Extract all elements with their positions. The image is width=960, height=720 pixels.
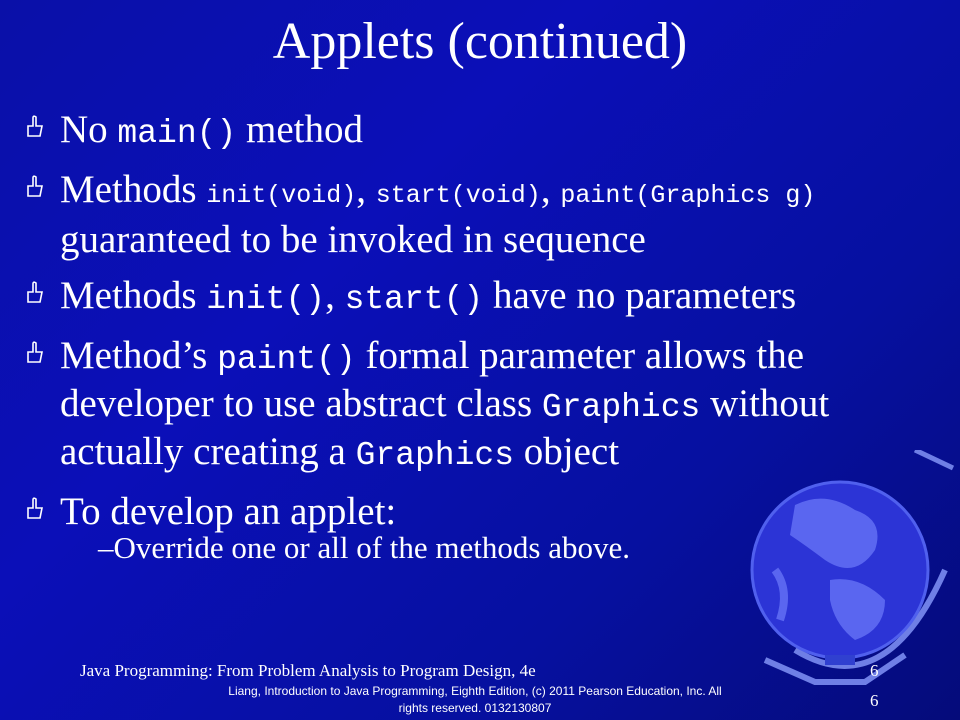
bullet-text: object [514,430,620,473]
bullet-text: , [540,168,561,211]
copyright-line: rights reserved. 0132130807 [398,701,552,715]
pointing-hand-icon [24,280,46,306]
bullet-item [52,108,942,156]
globe-icon [735,450,960,700]
code-text: start() [344,281,484,318]
bullet-text: Method’s [60,334,218,377]
footer-course-title: Java Programming: From Problem Analysis to Program Design, 4e [80,661,536,680]
code-text: Graphics [541,389,701,426]
copyright-line: Liang, Introduction to Java Programming, Eighth Edition, (c) 2011 Pearson Education, Inc. All [228,684,722,698]
bullet-text: Methods [60,274,207,317]
pointing-hand-icon [24,114,46,140]
bullet-text: , [356,168,376,211]
bullet-text: Methods [60,168,207,211]
code-text: main() [117,115,237,152]
code-text: paint(Graphics g) [560,181,816,210]
code-text: init() [206,281,326,318]
code-text: paint() [217,341,356,378]
page-number: 6 [870,661,879,680]
bullet-text: To develop an applet: [60,490,397,533]
bullet-text: have no parameters [483,274,797,317]
bullet-text: No [60,108,118,151]
bullet-text: without actually creating a [60,382,830,473]
pointing-hand-icon [24,174,46,200]
bullet-item [52,274,942,322]
bullet-item [52,168,942,262]
code-text: start(void) [375,181,541,210]
slide-title: Applets (continued) [272,13,688,70]
code-text: Graphics [355,437,515,474]
bullet-text: method [236,108,363,151]
pointing-hand-icon [24,496,46,522]
pointing-hand-icon [24,340,46,366]
code-text: init(void) [206,181,357,210]
bullet-text: formal parameter allows the developer to use abstract class [60,334,805,425]
bullet-text: , [325,274,345,317]
page-number: 6 [870,691,879,710]
bullet-text: guaranteed to be invoked in sequence [60,218,646,261]
sub-bullet-item: –Override one or all of the methods above. [98,530,630,565]
footer-copyright [180,683,770,717]
